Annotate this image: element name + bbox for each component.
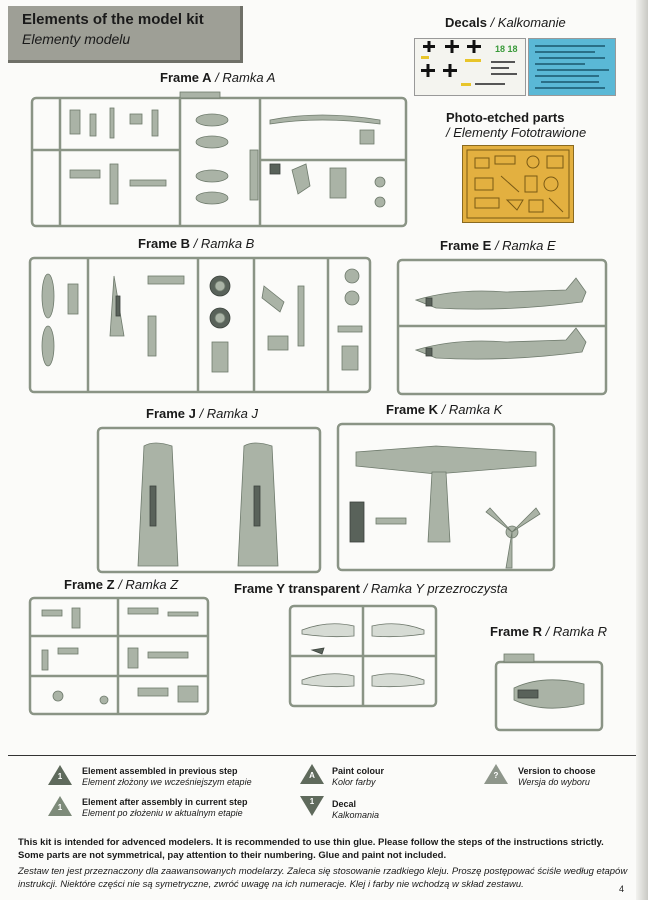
wing-left <box>138 443 178 566</box>
legend-decal-symbol: 1 <box>300 796 324 806</box>
photo-etched-label: Photo-etched parts <box>446 110 565 125</box>
frame-z-sprue <box>28 596 210 718</box>
decal-stencils-graphic <box>529 39 615 95</box>
frame-y-sprue <box>288 604 438 708</box>
photo-etched-parts-graphic <box>463 146 573 222</box>
frame-k-sprue <box>336 422 556 572</box>
propeller-graphic <box>486 508 540 568</box>
frame-b-sprue <box>28 256 374 396</box>
frame-a-label: Frame A / Ramka A <box>160 70 276 85</box>
decal-crosses-graphic <box>415 39 525 95</box>
frame-r-label: Frame R / Ramka R <box>490 624 608 639</box>
frame-e-label: Frame E / Ramka E <box>440 238 556 253</box>
frame-y-label: Frame Y transparent / Ramka Y przezroczysta <box>234 581 508 596</box>
legend-prev-step: Element assembled in previous step Element złożony we wcześniejszym etapie <box>82 766 252 787</box>
legend-divider <box>8 755 636 756</box>
frame-e-sprue <box>396 258 610 398</box>
legend-version-symbol: ? <box>484 764 508 780</box>
photo-etched-sublabel: / Elementy Fototrawione <box>446 125 587 140</box>
legend-prev-step-symbol: 1 <box>48 765 72 781</box>
fuselage-half-lower <box>416 328 586 359</box>
frame-k-label: Frame K / Ramka K <box>386 402 503 417</box>
legend-decal: Decal Kalkomania <box>332 799 380 820</box>
kit-note-english: This kit is intended for advenced modelers. It is recommended to use thin glue. Please follow the steps of the instructions strictly. Some parts are not symmetrical, pay attention to their numbering. Glue and paint not included. <box>18 837 604 861</box>
fuselage-half-upper <box>416 278 586 309</box>
decals-label: Decals / Kalkomanie <box>445 15 566 30</box>
legend-after-step: Element after assembly in current step Element po złożeniu w aktualnym etapie <box>82 797 248 818</box>
wing-lower-one-piece <box>356 446 536 474</box>
page-title: Elements of the model kit <box>22 11 204 28</box>
frame-j-label: Frame J / Ramka J <box>146 406 259 421</box>
frame-r-sprue <box>494 644 608 734</box>
kit-note-polish: Zestaw ten jest przeznaczony dla zaawansowanych modelarzy. Zaleca się stosowanie rzadkiego kleju. Proszę postępować ściśle według etapów instrukcji. Niektóre części nie są symetryczne, zwróć uwagę na ich numeracje. Klej i farby nie wchodzą w skład zestawu. <box>18 866 628 890</box>
legend-paint: Paint colour Kolor farby <box>332 766 385 787</box>
page-subtitle: Elementy modelu <box>22 31 131 47</box>
frame-j-sprue <box>94 426 324 576</box>
page-edge-shadow <box>636 0 648 900</box>
decal-marking-text: 18 18 <box>495 44 518 54</box>
page-number: 4 <box>618 884 624 894</box>
decal-sheet-stencils <box>528 38 616 96</box>
legend-paint-symbol: A <box>300 764 324 780</box>
decal-sheet-markings <box>414 38 526 96</box>
photo-etched-fret <box>462 145 574 223</box>
legend-version: Version to choose Wersja do wyboru <box>518 766 596 787</box>
frame-z-label: Frame Z / Ramka Z <box>64 577 179 592</box>
frame-a-sprue <box>30 90 410 230</box>
frame-b-label: Frame B / Ramka B <box>138 236 255 251</box>
legend-after-step-symbol: 1 <box>48 796 72 812</box>
